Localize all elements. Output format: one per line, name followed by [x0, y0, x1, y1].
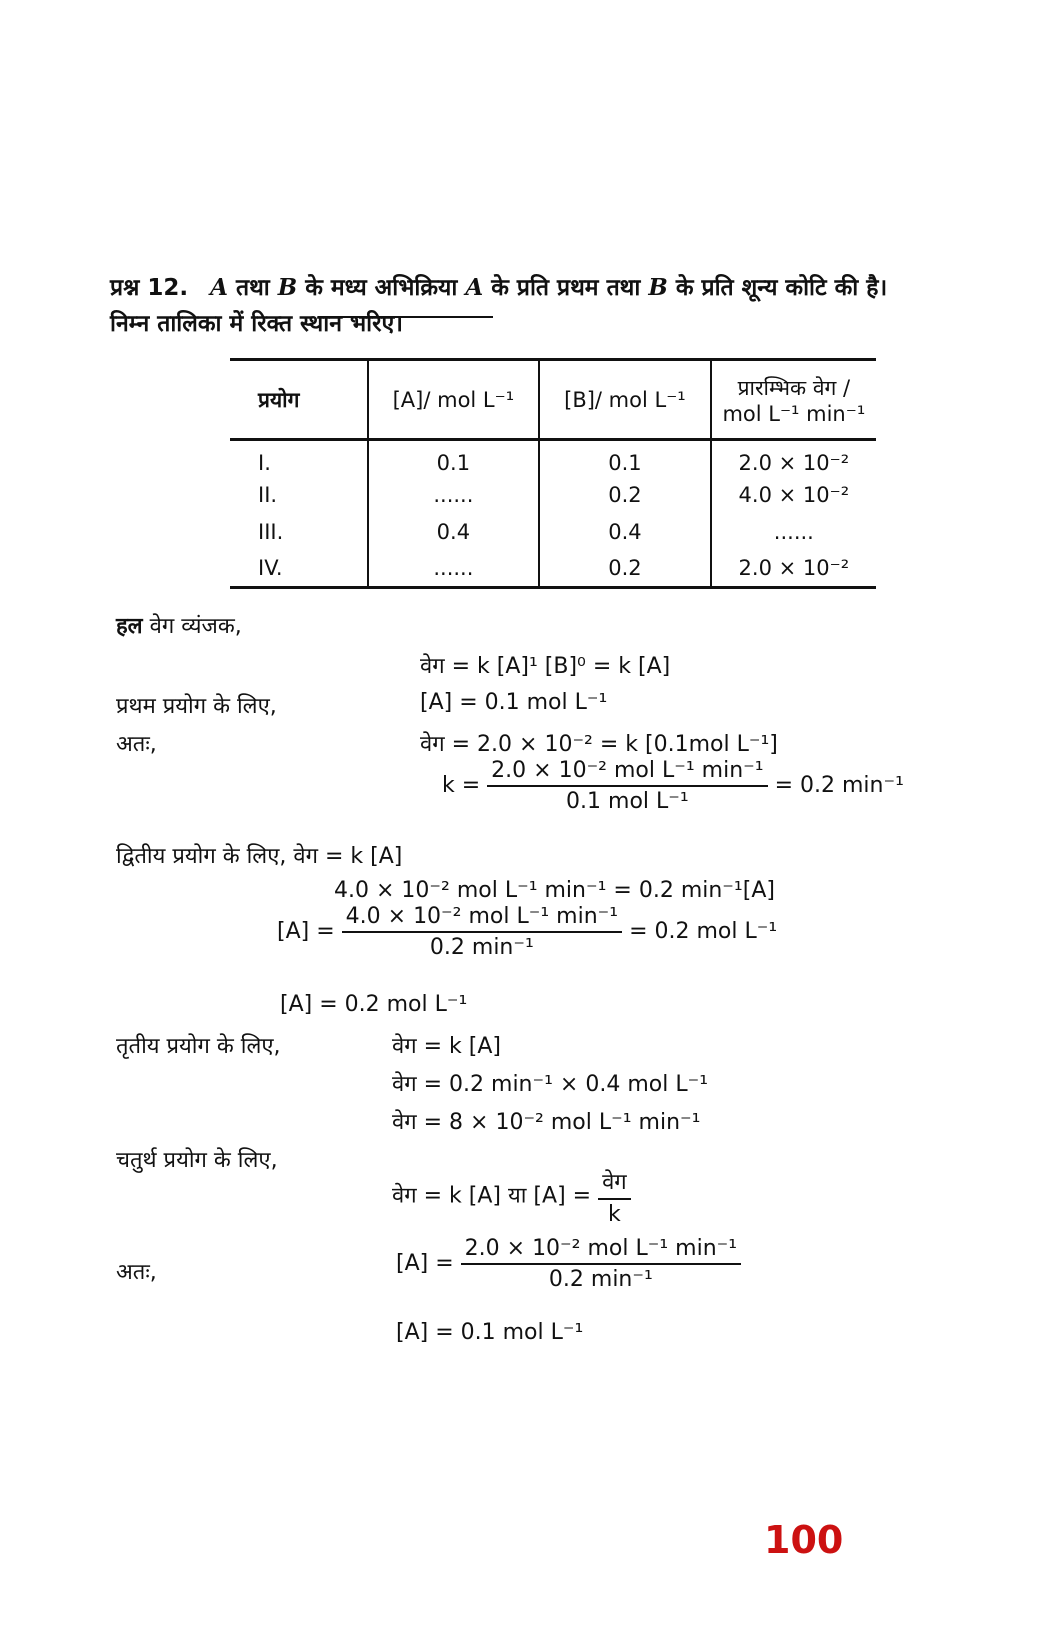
cell: 0.4: [539, 514, 711, 551]
var-a: A: [210, 274, 228, 301]
cell: 0.1: [368, 440, 540, 477]
question-text-2: के मध्य अभिक्रिया: [305, 275, 458, 301]
cell: 4.0 × 10⁻²: [711, 477, 876, 514]
exp4-label: चतुर्थ प्रयोग के लिए,: [116, 1148, 278, 1173]
exp2-equation: 4.0 × 10⁻² mol L⁻¹ min⁻¹ = 0.2 min⁻¹[A]: [334, 878, 775, 903]
exp4-fraction-equation: [396, 1236, 741, 1292]
var-b: B: [277, 274, 298, 301]
table-row: [230, 440, 876, 477]
rate-law: वेग = k [A]¹ [B]⁰ = k [A]: [420, 654, 671, 679]
exp4-line-1-text: वेग = k [A] या [A] =: [392, 1183, 592, 1209]
exp4-line-1-fraction: [598, 1166, 631, 1227]
cell: 0.1: [539, 440, 711, 477]
cell: 0.4: [368, 514, 540, 551]
header-initial-rate: [711, 360, 876, 440]
cell: 0.2: [539, 551, 711, 588]
solution-heading-line: [116, 610, 242, 640]
cell: 2.0 × 10⁻²: [711, 551, 876, 588]
exp3-line-2: वेग = 0.2 min⁻¹ × 0.4 mol L⁻¹: [392, 1072, 709, 1097]
exp4-lhs: [A] =: [396, 1251, 454, 1276]
exp4-line-1-denominator: k: [608, 1202, 621, 1227]
exp2-denominator: 0.2 min⁻¹: [429, 935, 534, 960]
question-line-2: निम्न तालिका में रिक्त स्थान भरिए।: [110, 311, 403, 337]
table-header-row: [230, 360, 876, 440]
experiment-table: [230, 358, 876, 589]
header-rate-line-1: प्रारम्भिक वेग /: [737, 375, 851, 400]
k-fraction: [487, 758, 767, 814]
exp2-label: द्वितीय प्रयोग के लिए, वेग = k [A]: [116, 844, 403, 869]
cell: ......: [368, 551, 540, 588]
question-line-1: [110, 270, 887, 306]
var-a-2: A: [465, 274, 484, 301]
question-text-4: के प्रति शून्य कोटि की है।: [675, 275, 888, 301]
k-numerator: 2.0 × 10⁻² mol L⁻¹ min⁻¹: [487, 758, 767, 787]
cell: I.: [258, 450, 271, 475]
cell: ......: [711, 514, 876, 551]
therefore-1: अतः,: [116, 732, 157, 757]
exp2-numerator: 4.0 × 10⁻² mol L⁻¹ min⁻¹: [342, 904, 622, 933]
exp4-fraction: [461, 1236, 741, 1292]
header-conc-a: [A]/ mol L⁻¹: [368, 360, 540, 440]
header-experiment: प्रयोग: [258, 387, 300, 412]
exp1-rate: वेग = 2.0 × 10⁻² = k [0.1mol L⁻¹]: [420, 732, 778, 757]
cell: II.: [258, 483, 278, 507]
underline-divider: [318, 316, 493, 318]
exp4-result: [A] = 0.1 mol L⁻¹: [396, 1320, 584, 1345]
table-row: [230, 477, 876, 514]
question-text-3: के प्रति प्रथम तथा: [491, 275, 641, 301]
cell: ......: [368, 477, 540, 514]
k-rhs: = 0.2 min⁻¹: [774, 773, 904, 798]
solution-heading-rest: वेग व्यंजक,: [149, 614, 242, 639]
page-number: 100: [764, 1518, 844, 1562]
table-row: [230, 514, 876, 551]
question-label: प्रश्न 12.: [110, 275, 189, 301]
exp3-line-1: वेग = k [A]: [392, 1034, 501, 1059]
exp1-conc: [A] = 0.1 mol L⁻¹: [420, 690, 608, 715]
exp2-result: [A] = 0.2 mol L⁻¹: [280, 992, 468, 1017]
solution-heading: हल: [116, 614, 143, 639]
k-denominator: 0.1 mol L⁻¹: [566, 789, 689, 814]
exp2-lhs: [A] =: [277, 919, 335, 944]
header-rate-line-2: mol L⁻¹ min⁻¹: [722, 401, 866, 426]
cell: 2.0 × 10⁻²: [711, 440, 876, 477]
exp4-denominator: 0.2 min⁻¹: [548, 1267, 653, 1292]
exp3-label: तृतीय प्रयोग के लिए,: [116, 1034, 281, 1059]
exp3-line-3: वेग = 8 × 10⁻² mol L⁻¹ min⁻¹: [392, 1110, 701, 1135]
k-lhs: k =: [442, 773, 481, 798]
exp2-fraction: [342, 904, 622, 960]
var-b-2: B: [648, 274, 668, 301]
exp1-label: प्रथम प्रयोग के लिए,: [116, 694, 277, 719]
exp4-line-1-numerator: वेग: [598, 1166, 631, 1200]
cell: III.: [258, 520, 284, 544]
header-conc-b: [B]/ mol L⁻¹: [539, 360, 711, 440]
exp4-line-1: [392, 1166, 631, 1227]
k-equation: [442, 758, 904, 814]
exp2-rhs: = 0.2 mol L⁻¹: [629, 919, 778, 944]
cell: 0.2: [539, 477, 711, 514]
question-text-1: तथा: [236, 275, 270, 301]
exp4-numerator: 2.0 × 10⁻² mol L⁻¹ min⁻¹: [461, 1236, 741, 1265]
therefore-2: अतः,: [116, 1260, 157, 1285]
exp2-fraction-equation: [277, 904, 777, 960]
cell: IV.: [258, 556, 283, 581]
table-row: [230, 551, 876, 588]
